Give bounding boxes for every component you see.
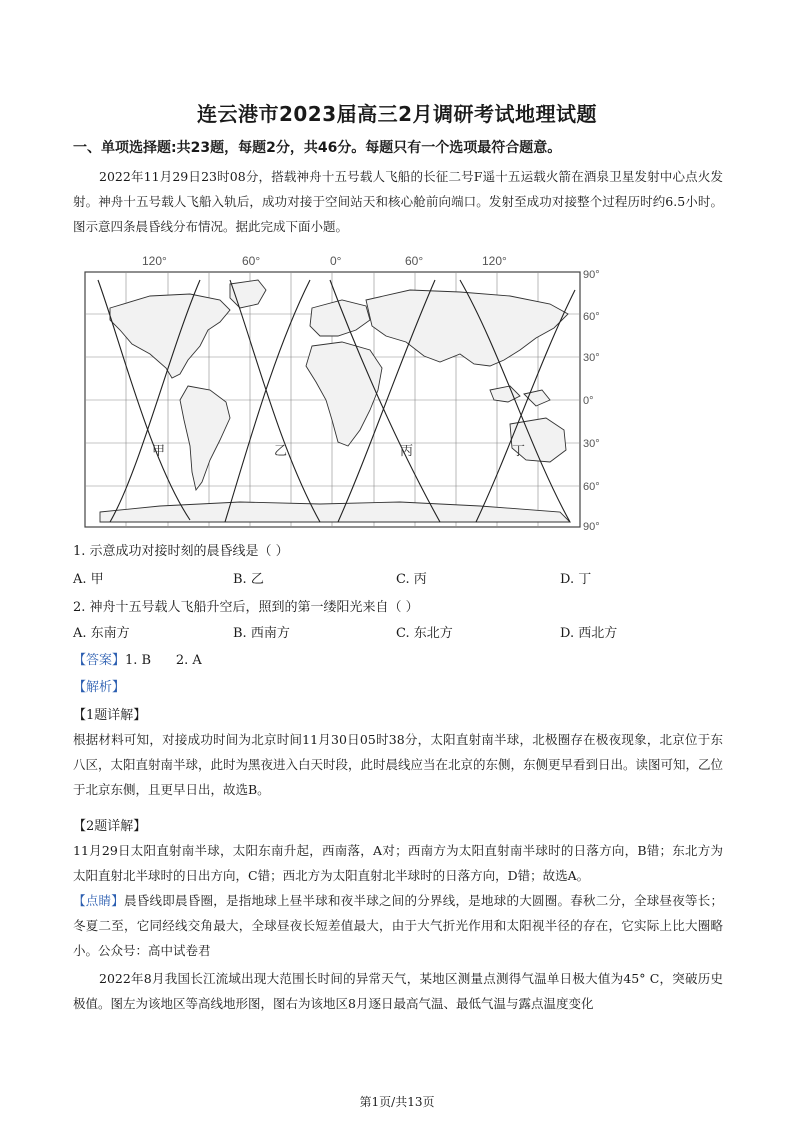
q2-option-b[interactable]: B. 西南方: [233, 626, 290, 641]
lon-label-3: 0°: [330, 254, 342, 268]
detail2-label: 【2题详解】: [73, 819, 147, 834]
lat-label-4: 0°: [583, 395, 594, 407]
intro-text: 2022年11月29日23时08分，搭载神舟十五号载人飞船的长征二号F遥十五运载火箭在酒泉卫星发射中心点火发射。神舟十五号载人飞船入轨后，成功对接于空间站天和核心舱前向端口。发射至成功对接整个过程历时约6.5小时。图示意四条晨昏线分布情况。据此完成下面小题。: [73, 169, 723, 234]
lon-label-4: 60°: [405, 254, 424, 268]
lat-label-7: 90°: [583, 521, 600, 532]
answer-label: 【答案】: [73, 653, 126, 668]
detail1-label: 【1题详解】: [73, 708, 147, 723]
tip-label: 【点睛】: [73, 893, 124, 908]
lat-label-3: 30°: [583, 352, 600, 364]
curve-label-ding: 丁: [512, 444, 526, 459]
page-footer: 第1页/共13页: [359, 1095, 435, 1109]
page-title: 连云港市2023届高三2月调研考试地理试题: [196, 102, 598, 126]
world-map-svg: [80, 250, 620, 532]
intro-paragraph: [73, 164, 723, 239]
intro2-paragraph: [73, 966, 723, 1016]
detail1-text: 根据材料可知，对接成功时间为北京时间11月30日05时38分，太阳直射南半球，北极圈存在极夜现象，北京位于东八区，太阳直射南半球，此时为黑夜进入白天时段，此时晨线应当在北京的东侧，东侧更早看到日出。读图可知，乙位于北京东侧，且更早日出，故选B。: [73, 732, 724, 797]
answer-line: [73, 649, 202, 668]
lat-label-5: 30°: [583, 438, 600, 450]
lon-label-2: 60°: [242, 254, 261, 268]
lon-label-1: 120°: [142, 254, 167, 268]
q1-option-c[interactable]: C. 丙: [396, 572, 427, 587]
analysis-label: 【解析】: [73, 680, 126, 695]
curve-label-bing: 丙: [400, 444, 414, 459]
q2-option-d[interactable]: D. 西北方: [560, 626, 618, 641]
question-1-stem: 1. 示意成功对接时刻的晨昏线是（ ）: [73, 544, 289, 559]
q1-option-d[interactable]: D. 丁: [560, 572, 592, 587]
question-2-stem: 2. 神舟十五号载人飞船升空后，照到的第一缕阳光来自（ ）: [73, 600, 419, 615]
lon-label-5: 120°: [482, 254, 507, 268]
q2-option-c[interactable]: C. 东北方: [396, 626, 453, 641]
section-heading: 一、单项选择题:共23题，每题2分，共46分。每题只有一个选项最符合题意。: [73, 140, 562, 156]
lat-label-1: 90°: [583, 269, 600, 281]
q1-option-b[interactable]: B. 乙: [233, 572, 264, 587]
lat-label-6: 60°: [583, 481, 600, 493]
curve-label-yi: 乙: [274, 444, 288, 459]
tip-paragraph: [73, 888, 723, 963]
detail2-text: 11月29日太阳直射南半球，太阳东南升起，西南落，A对；西南方为太阳直射南半球时的日落方向，B错；东北方为太阳直射北半球时的日出方向，C错；西北方为太阳直射北半球时的日落方向，D错；故选A。: [73, 843, 723, 883]
curve-label-jia: 甲: [152, 444, 166, 459]
intro2-text: 2022年8月我国长江流域出现大范围长时间的异常天气，某地区测量点测得气温单日极大值为45° C，突破历史极值。图左为该地区等高线地形图，图右为该地区8月逐日最高气温、最低气温与露点温度变化: [73, 971, 723, 1011]
lat-label-2: 60°: [583, 311, 600, 323]
answer-text: 1. B 2. A: [125, 653, 202, 668]
terminator-map: [80, 250, 620, 532]
tip-text: 晨昏线即晨昏圈，是指地球上昼半球和夜半球之间的分界线，是地球的大圆圈。春秋二分，全球昼夜等长；冬夏二至，它同经线交角最大，全球昼夜长短差值最大，由于大气折光作用和太阳视半径的存在，它实际上比大圈略小。公众号：高中试卷君: [73, 893, 723, 958]
q1-option-a[interactable]: A. 甲: [73, 572, 104, 587]
q2-option-a[interactable]: A. 东南方: [73, 626, 130, 641]
